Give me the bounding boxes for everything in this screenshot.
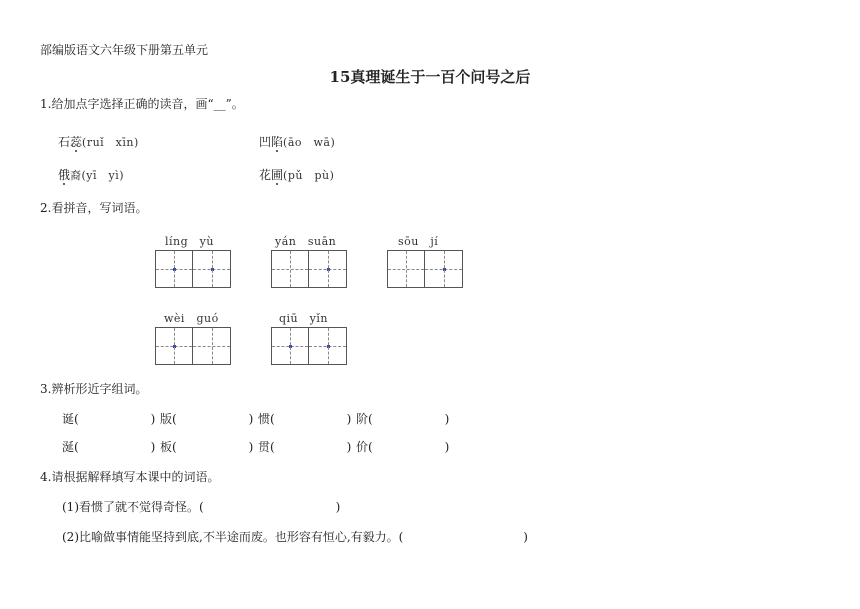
- q1-item-pre: 凹: [259, 135, 272, 149]
- q3-blank[interactable]: 板( ): [160, 440, 254, 454]
- ink-mark: [289, 345, 292, 348]
- q1-item-4: [259, 166, 334, 183]
- q1-item-options: 裔(yī yì): [70, 169, 125, 182]
- q1-item-pre: 石: [58, 135, 71, 149]
- writing-cell[interactable]: [387, 250, 425, 288]
- q3-prompt: 3.辨析形近字组词。: [40, 382, 148, 396]
- q2-prompt: 2.看拼音，写词语。: [40, 201, 148, 215]
- writing-grid[interactable]: [271, 327, 347, 365]
- q3-blank[interactable]: 阶( ): [356, 412, 450, 426]
- writing-cell[interactable]: [155, 327, 193, 365]
- q1-item-options: (pǔ pù): [283, 169, 335, 182]
- writing-cell[interactable]: [309, 327, 347, 365]
- q3-blank[interactable]: 贯( ): [258, 440, 352, 454]
- writing-cell[interactable]: [271, 250, 309, 288]
- q1-item-options: (āo wā): [283, 136, 336, 149]
- writing-grid[interactable]: [387, 250, 463, 288]
- writing-cell[interactable]: [309, 250, 347, 288]
- writing-cell[interactable]: [193, 327, 231, 365]
- ink-mark: [327, 268, 330, 271]
- writing-cell[interactable]: [155, 250, 193, 288]
- pinyin-label: wèi guó: [164, 312, 219, 325]
- q1-dotted-char: 陷: [271, 135, 284, 149]
- q4-item-2[interactable]: (2)比喻做事情能坚持到底,不半途而废。也形容有恒心,有毅力。( ): [62, 530, 528, 544]
- q1-item-pre: 花: [259, 168, 272, 182]
- q1-dotted-char: 圃: [271, 168, 284, 182]
- ink-mark: [443, 268, 446, 271]
- writing-cell[interactable]: [193, 250, 231, 288]
- q1-item-2: [259, 133, 335, 150]
- writing-grid[interactable]: [271, 250, 347, 288]
- ink-mark: [173, 268, 176, 271]
- q1-dotted-char: 蕊: [70, 135, 83, 149]
- q3-blank[interactable]: 价( ): [356, 440, 450, 454]
- q4-prompt: 4.请根据解释填写本课中的词语。: [40, 470, 220, 484]
- q1-item-3: [58, 166, 124, 183]
- lesson-title: 15真理诞生于一百个问号之后: [329, 68, 531, 86]
- writing-grid[interactable]: [155, 250, 231, 288]
- q3-blank[interactable]: 涎( ): [62, 440, 156, 454]
- q1-prompt: 1.给加点字选择正确的读音，画“__”。: [40, 97, 244, 111]
- pinyin-label: yán suān: [275, 235, 337, 248]
- q1-item-options: (ruǐ xīn): [82, 136, 139, 149]
- writing-cell[interactable]: [425, 250, 463, 288]
- q3-blank[interactable]: 诞( ): [62, 412, 156, 426]
- pinyin-label: qiū yǐn: [279, 312, 328, 325]
- ink-mark: [173, 345, 176, 348]
- writing-cell[interactable]: [271, 327, 309, 365]
- ink-mark: [327, 345, 330, 348]
- writing-grid[interactable]: [155, 327, 231, 365]
- q4-item-1[interactable]: (1)看惯了就不觉得奇怪。( ): [62, 500, 341, 514]
- pinyin-label: líng yù: [165, 235, 214, 248]
- ink-mark: [211, 268, 214, 271]
- q1-dotted-char: 俄: [58, 168, 71, 182]
- q3-blank[interactable]: 版( ): [160, 412, 254, 426]
- pinyin-label: sōu jí: [398, 235, 439, 248]
- q1-item-1: [58, 133, 139, 150]
- document-header: 部编版语文六年级下册第五单元: [40, 43, 209, 57]
- q3-blank[interactable]: 惯( ): [258, 412, 352, 426]
